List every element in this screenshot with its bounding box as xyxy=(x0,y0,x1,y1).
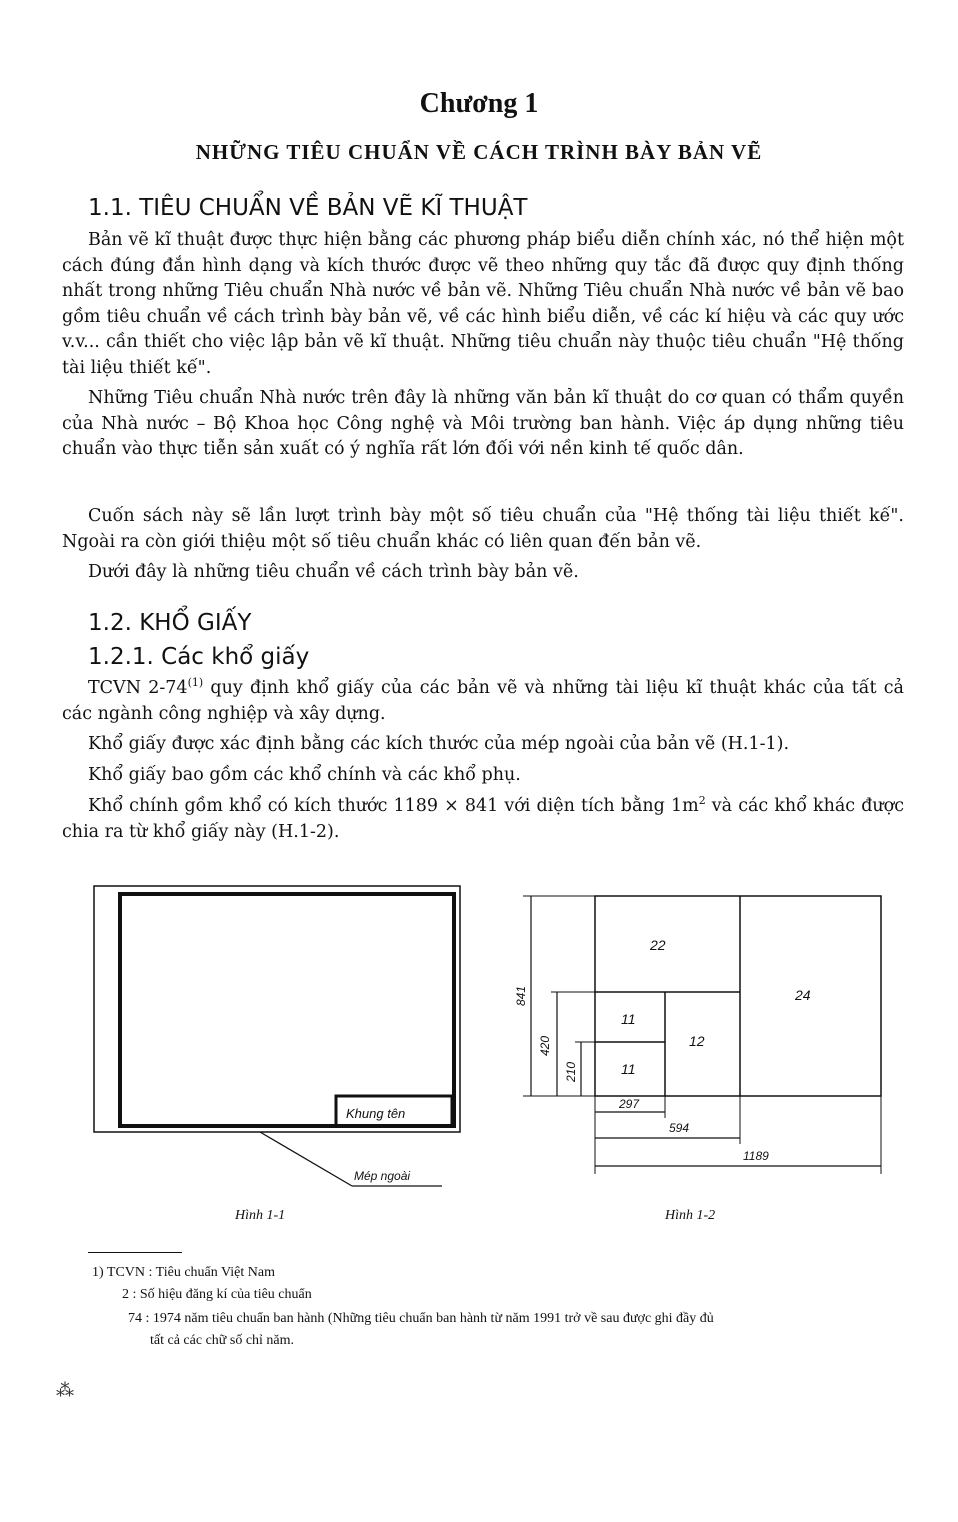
p8-text-start: Khổ chính gồm khổ có kích thước 1189 × 841 với diện tích bằng 1m xyxy=(88,796,699,816)
subsection-heading-1-2-1: 1.2.1. Các khổ giấy xyxy=(88,644,310,670)
figure-2-caption: Hình 1-2 xyxy=(665,1208,716,1223)
p5-text-end: quy định khổ giấy của các bản vẽ và những tài liệu kĩ thuật khác của tất cả các ngành công nghiệp và xây dựng. xyxy=(62,678,904,724)
p8-text-end: và các khổ khác được chia ra từ khổ giấy này (H.1-2). xyxy=(62,796,905,842)
paragraph-6: Khổ giấy được xác định bằng các kích thước của mép ngoài của bản vẽ (H.1-1). xyxy=(88,734,790,754)
p5-text-start: TCVN 2-74 xyxy=(88,678,188,698)
chapter-number: Chương 1 xyxy=(419,88,539,119)
label-12: 12 xyxy=(689,1033,705,1049)
footnote-3: 74 : 1974 năm tiêu chuẩn ban hành (Những tiêu chuẩn ban hành từ năm 1991 trở về sau được ghi đầy đủ xyxy=(128,1311,714,1326)
paragraph-8 xyxy=(62,794,904,845)
outer-edge-label: Mép ngoài xyxy=(354,1169,411,1183)
label-22: 22 xyxy=(650,937,666,953)
title-block-label: Khung tên xyxy=(346,1106,406,1121)
leader-line xyxy=(260,1132,352,1186)
figure-1-2 xyxy=(505,884,895,1184)
footnote-3-cont: tất cả các chữ số chỉ năm. xyxy=(150,1333,295,1348)
figure-1-caption: Hình 1-1 xyxy=(235,1208,286,1223)
section-heading-1-1: 1.1. TIÊU CHUẨN VỀ BẢN VẼ KĨ THUẬT xyxy=(88,195,528,221)
figure-1-1 xyxy=(90,880,470,1200)
footnote-2: 2 : Số hiệu đăng kí của tiêu chuẩn xyxy=(122,1287,312,1302)
label-24: 24 xyxy=(795,987,811,1003)
dim-841-label: 841 xyxy=(514,985,528,1006)
label-11-bottom: 11 xyxy=(621,1061,636,1077)
paragraph-2: Những Tiêu chuẩn Nhà nước trên đây là những văn bản kĩ thuật do cơ quan có thẩm quyền của Nhà nước – Bộ Khoa học Công nghệ và Môi trường ban hành. Việc áp dụng những tiêu chuẩn vào thực tiễn sản xuất có ý nghĩa rất lớn đối với nền kinh tế quốc dân. xyxy=(62,388,904,459)
footnote-rule xyxy=(88,1252,182,1253)
paragraph-1: Bản vẽ kĩ thuật được thực hiện bằng các phương pháp biểu diễn chính xác, nó thể hiện một cách đúng đắn hình dạng và kích thước được vẽ theo những quy tắc đã được quy định thống nhất trong những Tiêu chuẩn Nhà nước về bản vẽ. Những Tiêu chuẩn Nhà nước về bản vẽ bao gồm tiêu chuẩn về cách trình bày bản vẽ, về các hình biểu diễn, về các kí hiệu và các quy ước v.v... cần thiết cho việc lập bản vẽ kĩ thuật. Những tiêu chuẩn này thuộc tiêu chuẩn "Hệ thống tài liệu thiết kế". xyxy=(62,230,904,378)
dim-210-label: 210 xyxy=(564,1061,578,1082)
footnote-1: 1) TCVN : Tiêu chuẩn Việt Nam xyxy=(92,1265,275,1280)
superscript-2: 2 xyxy=(698,794,706,808)
dim-297-label: 297 xyxy=(619,1097,640,1111)
paragraph-3: Cuốn sách này sẽ lần lượt trình bày một số tiêu chuẩn của "Hệ thống tài liệu thiết kế". Ngoài ra còn giới thiệu một số tiêu chuẩn khác có liên quan đến bản vẽ. xyxy=(62,506,904,552)
inner-frame xyxy=(120,894,454,1126)
chapter-title: NHỮNG TIÊU CHUẨN VỀ CÁCH TRÌNH BÀY BẢN VẼ xyxy=(195,140,763,164)
label-11-top: 11 xyxy=(621,1011,636,1027)
section-heading-1-2: 1.2. KHỔ GIẤY xyxy=(88,610,252,636)
dim-594-label: 594 xyxy=(669,1121,690,1135)
dim-1189-label: 1189 xyxy=(743,1149,769,1163)
dim-420-label: 420 xyxy=(538,1035,552,1056)
scan-mark: ⁂ xyxy=(56,1380,74,1401)
paragraph-4: Dưới đây là những tiêu chuẩn về cách trình bày bản vẽ. xyxy=(88,562,579,582)
paragraph-5 xyxy=(62,676,904,727)
sheet-a0 xyxy=(595,896,881,1096)
paragraph-7: Khổ giấy bao gồm các khổ chính và các khổ phụ. xyxy=(88,765,521,785)
footnote-ref: (1) xyxy=(187,676,204,690)
